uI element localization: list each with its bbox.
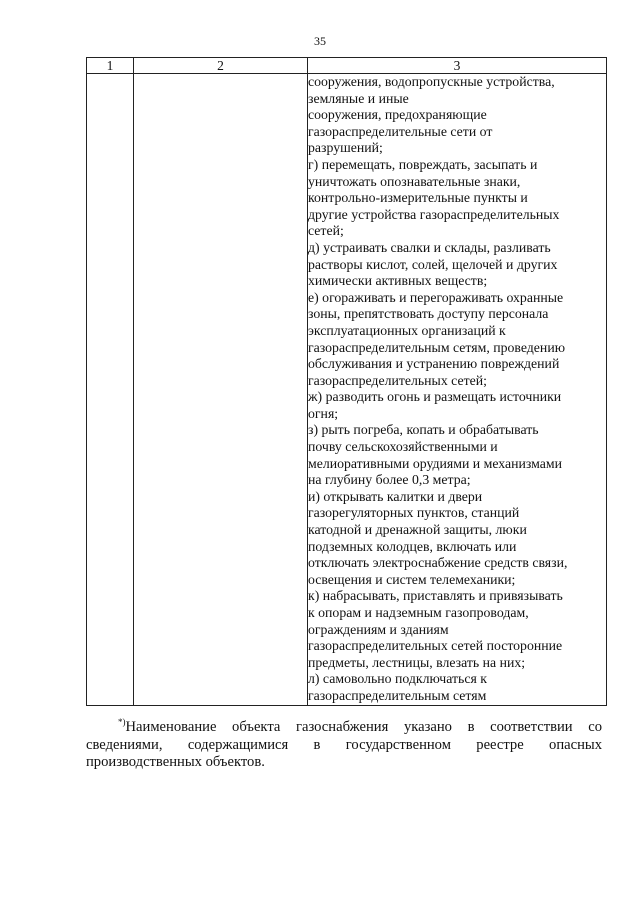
text-line: уничтожать опознавательные знаки, bbox=[308, 173, 521, 189]
footnote-line-2: сведениями, содержащимися в государственном реестре опасных bbox=[86, 736, 602, 753]
column-header-3: 3 bbox=[308, 58, 607, 74]
text-line: сетей; bbox=[308, 223, 344, 239]
text-line: газораспределительным сетям, проведению bbox=[308, 339, 566, 355]
text-line: разрушений; bbox=[308, 140, 383, 156]
text-line: к опорам и надземным газопроводам, bbox=[308, 605, 529, 620]
text-line: газораспределительных сетей посторонние bbox=[308, 638, 563, 654]
text-line: предметы, лестницы, влезать на них; bbox=[308, 654, 526, 670]
text-line: газорегуляторных пунктов, станций bbox=[308, 505, 520, 521]
text-line: химически активных веществ; bbox=[308, 273, 488, 289]
text-line: контрольно-измерительные пункты и bbox=[308, 190, 528, 206]
text-line: л) самовольно подключаться к bbox=[308, 671, 487, 687]
text-line: ж) разводить огонь и размещать источники bbox=[308, 389, 562, 405]
text-line: е) огораживать и перегораживать охранные bbox=[308, 289, 564, 305]
column-1-cell bbox=[87, 74, 134, 706]
text-line: газораспределительных сетей; bbox=[308, 372, 487, 388]
table-header-row bbox=[87, 58, 607, 74]
text-line: почву сельскохозяйственными и bbox=[308, 439, 498, 455]
column-2-cell bbox=[134, 74, 308, 706]
text-line: огня; bbox=[308, 405, 339, 421]
footnote-text-1: Наименование объекта газоснабжения указано в соответствии со bbox=[125, 719, 602, 735]
text-line: земляные и иные bbox=[308, 90, 409, 106]
footnote-line-3: производственных объектов. bbox=[86, 754, 265, 771]
text-line: к) набрасывать, приставлять и привязывать bbox=[308, 588, 563, 604]
text-line: катодной и дренажной защиты, люки bbox=[308, 522, 527, 538]
text-line: на глубину более 0,3 метра; bbox=[308, 472, 471, 488]
text-line: эксплуатационных организаций к bbox=[308, 322, 506, 338]
text-line: д) устраивать свалки и склады, разливать bbox=[308, 239, 551, 255]
text-line: сооружения, предохраняющие bbox=[308, 107, 487, 123]
footnote-line-1 bbox=[86, 719, 602, 737]
column-header-1: 1 bbox=[87, 58, 134, 74]
text-line: газораспределительные сети от bbox=[308, 123, 493, 139]
text-line: мелиоративными орудиями и механизмами bbox=[308, 455, 563, 471]
text-line: зоны, препятствовать доступу персонала bbox=[308, 306, 549, 322]
column-header-2: 2 bbox=[134, 58, 308, 74]
text-line: другие устройства газораспределительных bbox=[308, 206, 560, 222]
page-number: 35 bbox=[314, 34, 326, 48]
text-line: газораспределительным сетям bbox=[308, 687, 487, 703]
footnote-mark: *) bbox=[118, 717, 126, 728]
text-line: г) перемещать, повреждать, засыпать и bbox=[308, 156, 538, 172]
text-line: растворы кислот, солей, щелочей и других bbox=[308, 256, 558, 272]
text-line: и) открывать калитки и двери bbox=[308, 488, 483, 504]
requirements-table bbox=[86, 57, 607, 706]
column-3-cell bbox=[308, 74, 607, 706]
text-line: сооружения, водопропускные устройства, bbox=[308, 74, 555, 89]
text-line: подземных колодцев, включать или bbox=[308, 538, 517, 554]
text-line: з) рыть погреба, копать и обрабатывать bbox=[308, 422, 539, 438]
text-line: освещения и систем телемеханики; bbox=[308, 571, 516, 587]
text-line: отключать электроснабжение средств связи, bbox=[308, 555, 568, 571]
text-line: обслуживания и устранению повреждений bbox=[308, 356, 560, 372]
text-line: ограждениям и зданиям bbox=[308, 621, 449, 637]
table-row bbox=[87, 74, 607, 706]
footnote bbox=[86, 719, 602, 772]
